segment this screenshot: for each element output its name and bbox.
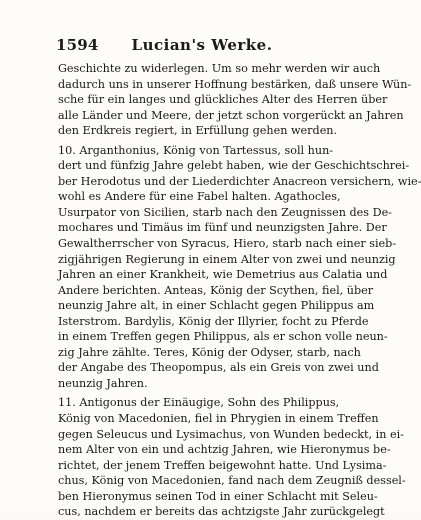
text-line: Gewaltherrscher von Syracus, Hiero, starb nach einer sieb- <box>58 237 397 251</box>
text-line: neunzig Jahre alt, in einer Schlacht gegen Philippus am <box>58 299 375 313</box>
text-line: richtet, der jenem Treffen beigewohnt hatte. Und Lysima- <box>58 458 387 472</box>
text-line: Geschichte zu widerlegen. Um so mehr werden wir auch <box>58 62 381 75</box>
text-line: gegen Seleucus und Lysimachus, von Wunden bedeckt, in ei- <box>58 427 404 441</box>
text-line: in einem Treffen gegen Philippus, als er schon volle neun- <box>58 330 388 344</box>
text-line: zig Jahre zählte. Teres, König der Odyser, starb, nach <box>58 345 361 359</box>
paragraph <box>58 61 412 139</box>
text-line: den Erdkreis regiert, in Erfüllung gehen werden. <box>58 124 338 138</box>
text-line: neunzig Jahren. <box>58 376 148 390</box>
text-line: nem Alter von ein und achtzig Jahren, wie Hieronymus be- <box>58 443 391 457</box>
text-line: wohl es Andere für eine Fabel halten. Agathocles, <box>58 190 341 204</box>
text-line: Usurpator von Sicilien, starb nach den Zeugnissen des De- <box>58 205 392 219</box>
paragraph <box>58 143 421 392</box>
text-line: Andere berichten. Anteas, König der Scythen, fiel, über <box>58 283 374 297</box>
page-number: 1594 <box>56 36 99 54</box>
text-line: der Angabe des Theopompus, als ein Greis von zwei und <box>58 361 379 375</box>
text-line: cus, nachdem er bereits das achtzigste Jahr zurückgelegt <box>58 505 385 519</box>
paragraph <box>58 395 406 519</box>
text-line: zigjährigen Regierung in einem Alter von zwei und neunzig <box>58 252 396 266</box>
running-title: Lucian's Werke. <box>131 36 273 54</box>
text-line: chus, König von Macedonien, fand nach dem Zeugniß dessel- <box>58 474 406 488</box>
text-line: sche für ein langes und glückliches Alter des Herren über <box>58 93 388 107</box>
text-line: ben Hieronymus seinen Tod in einer Schlacht mit Seleu- <box>58 489 378 503</box>
body-text <box>58 61 421 520</box>
page-header <box>56 36 348 56</box>
text-line: ber Herodotus und der Liederdichter Anacreon versichern, wie- <box>58 174 421 188</box>
text-line: dert und fünfzig Jahre gelebt haben, wie der Geschichtschrei- <box>58 159 410 173</box>
text-line: mochares und Timäus im fünf und neunzigsten Jahre. Der <box>58 221 387 235</box>
text-line: alle Länder und Meere, der jetzt schon vorgerückt an Jahren <box>58 108 404 122</box>
text-line: König von Macedonien, fiel in Phrygien in einem Treffen <box>58 412 379 426</box>
text-line: 10. Arganthonius, König von Tartessus, soll hun- <box>58 143 334 157</box>
text-line: Isterstrom. Bardylis, König der Illyrier, focht zu Pferde <box>58 314 369 328</box>
text-line: Jahren an einer Krankheit, wie Demetrius aus Calatia und <box>58 268 388 282</box>
text-line: dadurch uns in unserer Hoffnung bestärken, daß unsere Wün- <box>58 77 412 91</box>
text-line: 11. Antigonus der Einäugige, Sohn des Philippus, <box>58 396 340 410</box>
